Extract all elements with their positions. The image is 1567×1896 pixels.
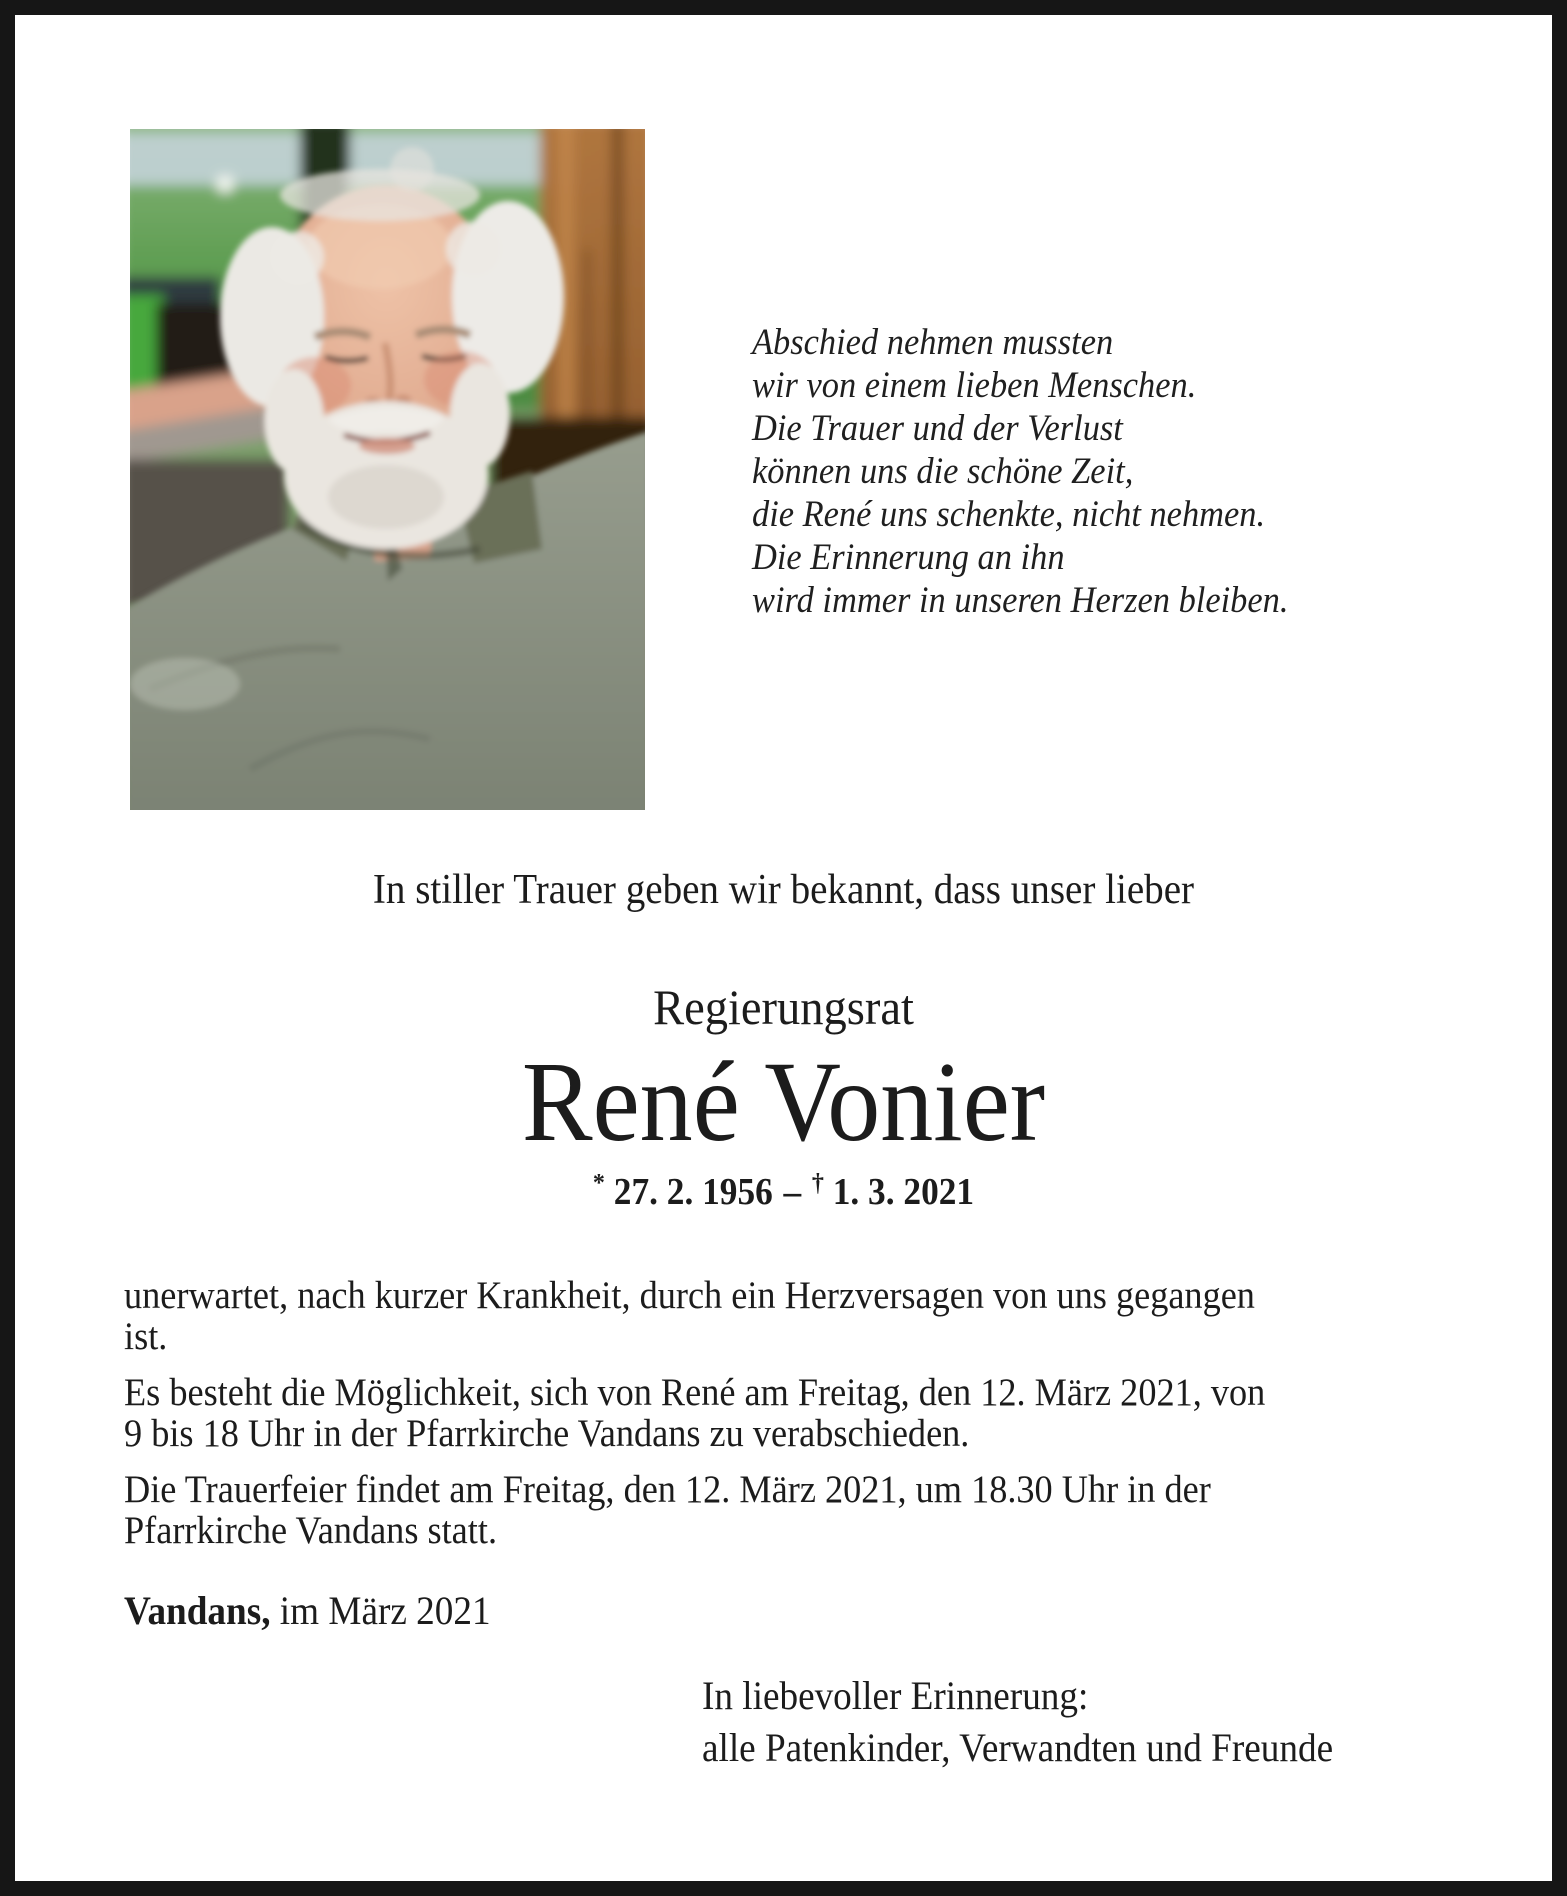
notice-body — [124, 1275, 1382, 1566]
notice-date: im März 2021 — [279, 1588, 491, 1633]
dates-separator: – — [783, 1171, 802, 1213]
paragraph-death-circumstance — [124, 1275, 1382, 1357]
paragraph-farewell-info — [124, 1372, 1382, 1454]
closing-block — [702, 1670, 1333, 1774]
life-dates — [55, 1167, 1512, 1214]
birth-symbol: * — [592, 1167, 605, 1197]
text-line: Es besteht die Möglichkeit, sich von René am Freitag, den 12. März 2021, von — [124, 1371, 1266, 1414]
poem-line: Abschied nehmen mussten — [752, 322, 1114, 363]
death-date: 1. 3. 2021 — [832, 1171, 975, 1213]
poem-line: Die Erinnerung an ihn — [752, 537, 1065, 578]
poem-line: Die Trauer und der Verlust — [752, 408, 1123, 449]
deceased-name: René Vonier — [521, 1038, 1046, 1165]
poem-line: die René uns schenkte, nicht nehmen. — [752, 494, 1266, 535]
portrait-photo-art — [130, 129, 645, 810]
closing-signature: alle Patenkinder, Verwandten und Freunde — [702, 1725, 1334, 1770]
death-symbol: † — [811, 1167, 824, 1197]
announcement-line: In stiller Trauer geben wir bekannt, dass unser lieber — [372, 867, 1195, 913]
text-line: ist. — [124, 1315, 168, 1358]
memorial-poem — [752, 321, 1288, 622]
text-line: Die Trauerfeier findet am Freitag, den 12. März 2021, um 18.30 Uhr in der — [124, 1468, 1211, 1511]
birth-date: 27. 2. 1956 — [613, 1171, 773, 1213]
text-line: unerwartet, nach kurzer Krankheit, durch ein Herzversagen von uns gegangen — [124, 1274, 1255, 1317]
place-name: Vandans, — [124, 1588, 271, 1633]
poem-line: wird immer in unseren Herzen bleiben. — [752, 580, 1289, 621]
text-line: 9 bis 18 Uhr in der Pfarrkirche Vandans zu verabschieden. — [124, 1412, 970, 1455]
closing-intro: In liebevoller Erinnerung: — [702, 1673, 1089, 1718]
text-line: Pfarrkirche Vandans statt. — [124, 1509, 498, 1552]
paragraph-funeral-info — [124, 1469, 1382, 1551]
place-date-line — [124, 1588, 491, 1634]
poem-line: können uns die schöne Zeit, — [752, 451, 1134, 492]
deceased-title: Regierungsrat — [653, 979, 914, 1035]
portrait-photo — [130, 129, 645, 810]
poem-line: wir von einem lieben Menschen. — [752, 365, 1197, 406]
